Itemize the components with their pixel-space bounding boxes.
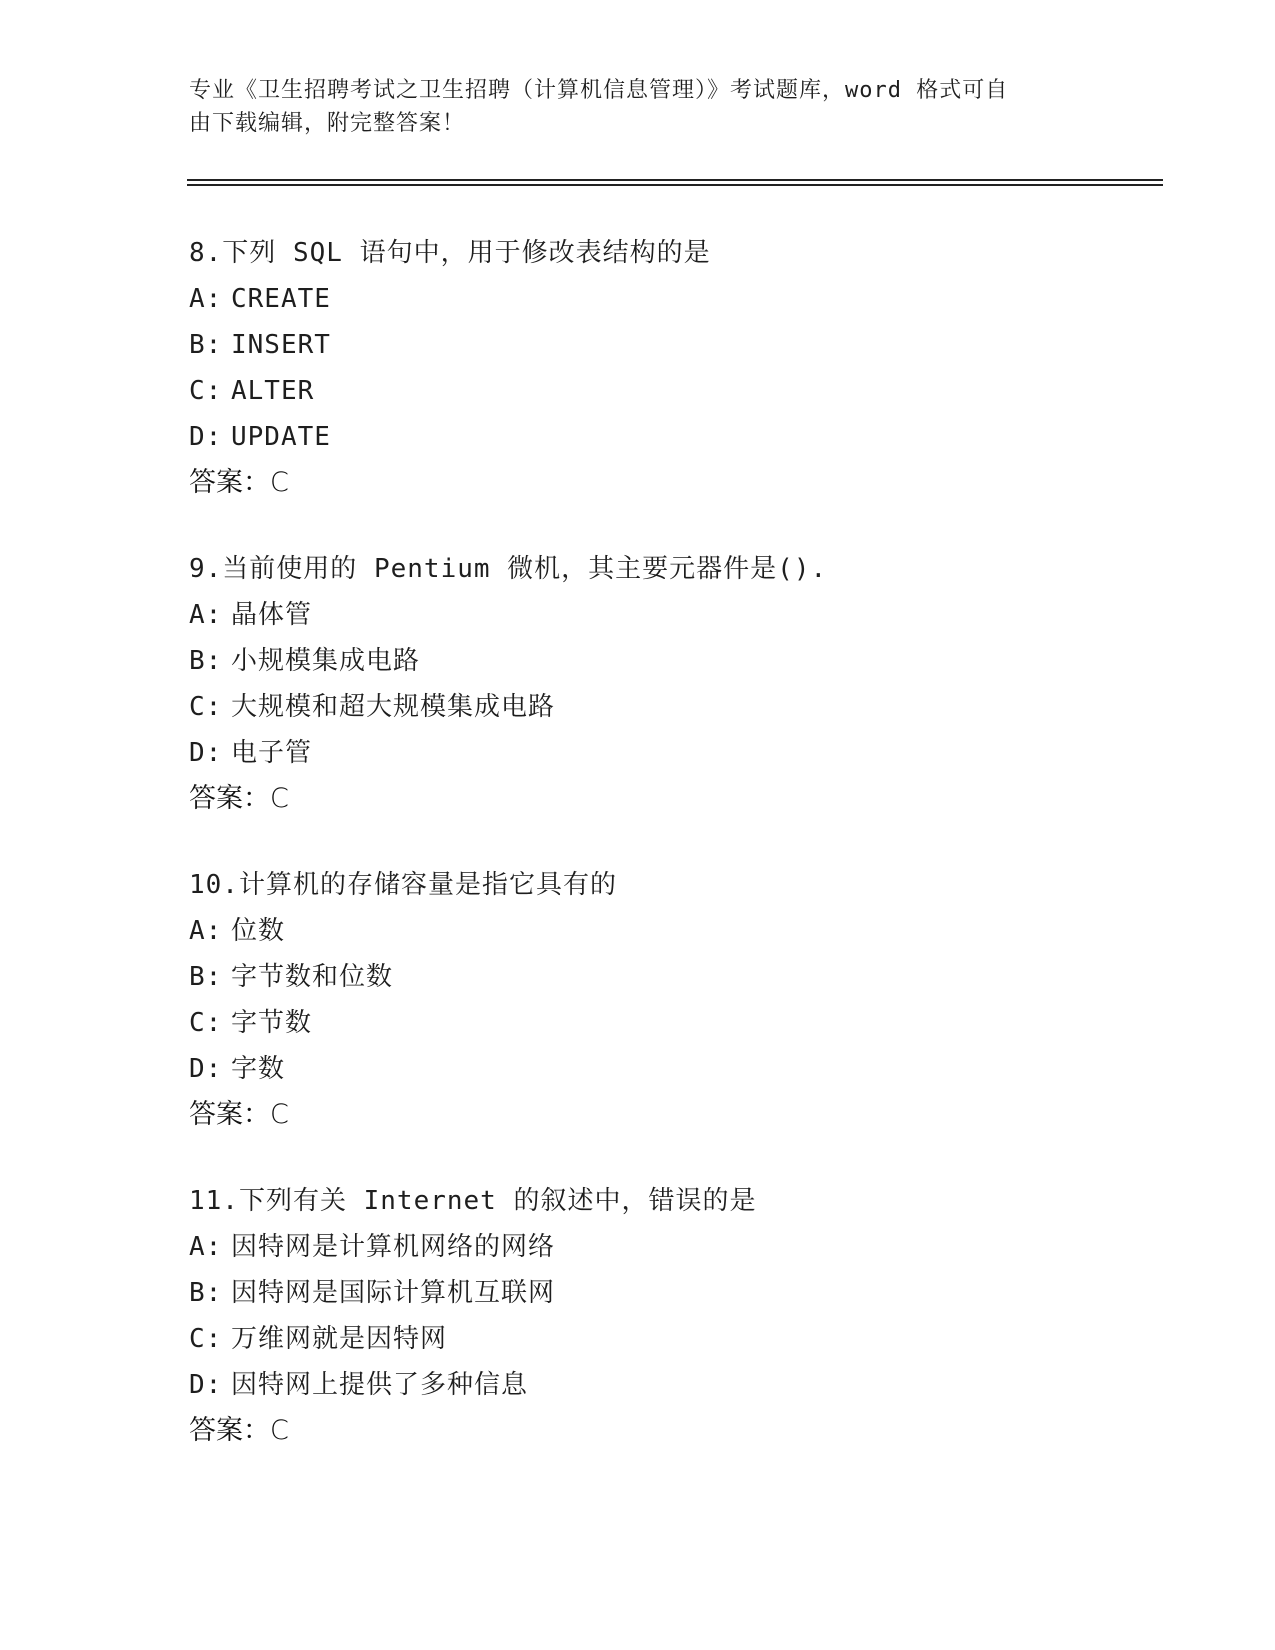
option-text: CREATE	[231, 284, 331, 314]
answer-line: 答案：C	[189, 467, 289, 498]
option-b	[189, 954, 1189, 1000]
option-c	[189, 1316, 1189, 1362]
option-label: D:	[189, 1054, 223, 1084]
header-line-2: 由下载编辑，附完整答案！	[189, 111, 466, 136]
question-block	[189, 1178, 1189, 1454]
option-label: B:	[189, 962, 223, 992]
option-label: A:	[189, 600, 223, 630]
option-d	[189, 1362, 1189, 1408]
option-a	[189, 908, 1189, 954]
header-line-1: 专业《卫生招聘考试之卫生招聘（计算机信息管理）》考试题库，word 格式可自	[189, 78, 1009, 103]
question-stem: 8.下列 SQL 语句中，用于修改表结构的是	[189, 238, 711, 268]
option-text: 万维网就是因特网	[231, 1324, 448, 1354]
option-b	[189, 322, 1189, 368]
option-text: 晶体管	[231, 600, 313, 630]
option-text: 因特网是国际计算机互联网	[231, 1278, 556, 1308]
option-d	[189, 730, 1189, 776]
option-label: D:	[189, 1370, 223, 1400]
option-label: C:	[189, 1008, 223, 1038]
option-text: 小规模集成电路	[231, 646, 421, 676]
option-label: B:	[189, 646, 223, 676]
question-block	[189, 230, 1189, 506]
option-b	[189, 1270, 1189, 1316]
option-text: 因特网上提供了多种信息	[231, 1370, 529, 1400]
option-label: B:	[189, 1278, 223, 1308]
option-text: 因特网是计算机网络的网络	[231, 1232, 556, 1262]
option-c	[189, 368, 1189, 414]
option-c	[189, 684, 1189, 730]
option-a	[189, 276, 1189, 322]
option-text: 位数	[231, 916, 286, 946]
option-text: 字节数和位数	[231, 962, 394, 992]
header-divider-bottom	[187, 184, 1163, 186]
option-text: UPDATE	[231, 422, 331, 452]
option-label: A:	[189, 284, 223, 314]
question-stem: 9.当前使用的 Pentium 微机，其主要元器件是().	[189, 554, 828, 584]
document-header	[189, 74, 1089, 140]
option-d	[189, 1046, 1189, 1092]
answer-line: 答案：C	[189, 783, 289, 814]
option-label: D:	[189, 738, 223, 768]
option-text: 大规模和超大规模集成电路	[231, 692, 556, 722]
option-label: C:	[189, 1324, 223, 1354]
option-d	[189, 414, 1189, 460]
answer-line: 答案：C	[189, 1415, 289, 1446]
question-stem: 11.下列有关 Internet 的叙述中，错误的是	[189, 1186, 757, 1216]
option-label: B:	[189, 330, 223, 360]
option-text: 字节数	[231, 1008, 313, 1038]
option-label: C:	[189, 692, 223, 722]
option-label: A:	[189, 1232, 223, 1262]
option-label: A:	[189, 916, 223, 946]
option-text: INSERT	[231, 330, 331, 360]
option-text: ALTER	[231, 376, 315, 406]
question-stem: 10.计算机的存储容量是指它具有的	[189, 870, 617, 900]
option-b	[189, 638, 1189, 684]
option-a	[189, 592, 1189, 638]
option-a	[189, 1224, 1189, 1270]
option-label: D:	[189, 422, 223, 452]
option-text: 字数	[231, 1054, 286, 1084]
question-block	[189, 862, 1189, 1138]
option-label: C:	[189, 376, 223, 406]
answer-line: 答案：C	[189, 1099, 289, 1130]
header-divider-top	[187, 179, 1163, 181]
question-block	[189, 546, 1189, 822]
option-c	[189, 1000, 1189, 1046]
option-text: 电子管	[231, 738, 313, 768]
